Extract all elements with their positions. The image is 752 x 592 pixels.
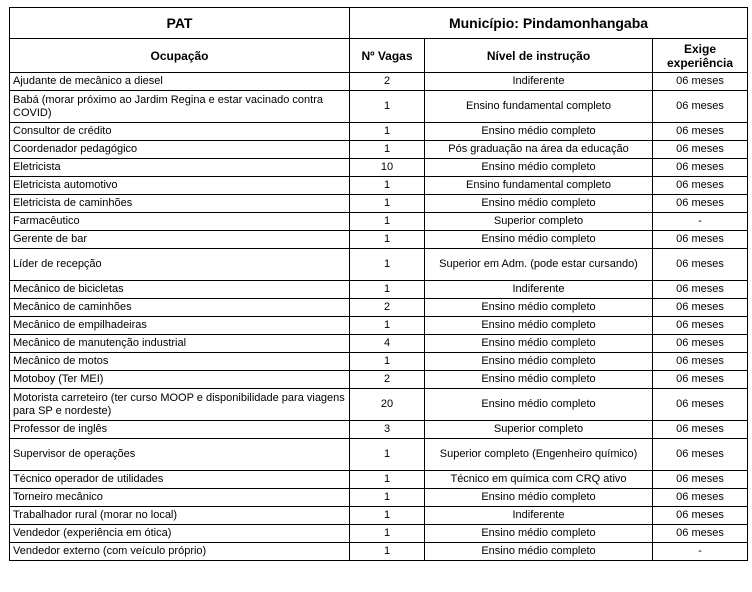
cell-vagas: 1 (350, 507, 425, 525)
table-row (10, 507, 748, 525)
cell-vagas: 2 (350, 73, 425, 91)
column-header-experiencia: Exige experiência (653, 39, 748, 73)
table-row (10, 91, 748, 123)
cell-experiencia: 06 meses (653, 317, 748, 335)
cell-nivel: Ensino médio completo (425, 159, 653, 177)
cell-vagas: 1 (350, 471, 425, 489)
table-row (10, 471, 748, 489)
cell-ocupacao: Consultor de crédito (10, 123, 350, 141)
cell-vagas: 1 (350, 317, 425, 335)
cell-vagas: 2 (350, 371, 425, 389)
cell-ocupacao: Eletricista de caminhões (10, 195, 350, 213)
cell-experiencia: 06 meses (653, 249, 748, 281)
cell-experiencia: 06 meses (653, 91, 748, 123)
table-row (10, 249, 748, 281)
cell-vagas: 1 (350, 141, 425, 159)
cell-vagas: 2 (350, 299, 425, 317)
cell-ocupacao: Mecânico de bicicletas (10, 281, 350, 299)
cell-nivel: Ensino médio completo (425, 489, 653, 507)
cell-ocupacao: Mecânico de empilhadeiras (10, 317, 350, 335)
municipio-title: Município: Pindamonhangaba (350, 8, 748, 39)
cell-experiencia: 06 meses (653, 335, 748, 353)
table-row (10, 195, 748, 213)
column-header-row (10, 39, 748, 73)
cell-vagas: 4 (350, 335, 425, 353)
cell-ocupacao: Torneiro mecânico (10, 489, 350, 507)
cell-nivel: Ensino médio completo (425, 335, 653, 353)
cell-ocupacao: Professor de inglês (10, 421, 350, 439)
cell-ocupacao: Vendedor (experiência em ótica) (10, 525, 350, 543)
table-row (10, 231, 748, 249)
cell-ocupacao: Babá (morar próximo ao Jardim Regina e estar vacinado contra COVID) (10, 91, 350, 123)
cell-ocupacao: Supervisor de operações (10, 439, 350, 471)
cell-vagas: 1 (350, 543, 425, 561)
cell-nivel: Ensino fundamental completo (425, 177, 653, 195)
cell-ocupacao: Eletricista automotivo (10, 177, 350, 195)
table-row (10, 421, 748, 439)
table-row (10, 371, 748, 389)
cell-nivel: Superior completo (Engenheiro químico) (425, 439, 653, 471)
cell-ocupacao: Eletricista (10, 159, 350, 177)
table-row (10, 439, 748, 471)
job-vacancies-table (9, 7, 748, 561)
cell-ocupacao: Farmacêutico (10, 213, 350, 231)
cell-vagas: 1 (350, 281, 425, 299)
table-row (10, 159, 748, 177)
cell-ocupacao: Motorista carreteiro (ter curso MOOP e disponibilidade para viagens para SP e nordeste) (10, 389, 350, 421)
cell-experiencia: - (653, 213, 748, 231)
table-row (10, 141, 748, 159)
cell-vagas: 1 (350, 489, 425, 507)
cell-vagas: 1 (350, 213, 425, 231)
cell-nivel: Ensino médio completo (425, 389, 653, 421)
cell-experiencia: 06 meses (653, 159, 748, 177)
cell-ocupacao: Motoboy (Ter MEI) (10, 371, 350, 389)
cell-vagas: 1 (350, 353, 425, 371)
cell-vagas: 1 (350, 177, 425, 195)
cell-experiencia: 06 meses (653, 177, 748, 195)
cell-experiencia: 06 meses (653, 141, 748, 159)
cell-vagas: 1 (350, 123, 425, 141)
cell-experiencia: 06 meses (653, 281, 748, 299)
cell-nivel: Ensino médio completo (425, 371, 653, 389)
cell-nivel: Técnico em química com CRQ ativo (425, 471, 653, 489)
table-row (10, 489, 748, 507)
cell-ocupacao: Ajudante de mecânico a diesel (10, 73, 350, 91)
cell-experiencia: 06 meses (653, 421, 748, 439)
column-header-vagas: Nº Vagas (350, 39, 425, 73)
cell-experiencia: 06 meses (653, 389, 748, 421)
cell-vagas: 20 (350, 389, 425, 421)
cell-nivel: Ensino médio completo (425, 195, 653, 213)
table-row (10, 353, 748, 371)
table-row (10, 525, 748, 543)
cell-vagas: 1 (350, 195, 425, 213)
cell-ocupacao: Gerente de bar (10, 231, 350, 249)
cell-vagas: 1 (350, 91, 425, 123)
cell-nivel: Superior completo (425, 421, 653, 439)
cell-vagas: 1 (350, 525, 425, 543)
cell-vagas: 1 (350, 249, 425, 281)
cell-ocupacao: Mecânico de caminhões (10, 299, 350, 317)
pat-title: PAT (10, 8, 350, 39)
title-row (10, 8, 748, 39)
cell-nivel: Indiferente (425, 281, 653, 299)
table-row (10, 213, 748, 231)
cell-nivel: Ensino fundamental completo (425, 91, 653, 123)
cell-experiencia: 06 meses (653, 489, 748, 507)
column-header-nivel: Nível de instrução (425, 39, 653, 73)
cell-experiencia: 06 meses (653, 231, 748, 249)
table-row (10, 73, 748, 91)
table-row (10, 123, 748, 141)
cell-vagas: 3 (350, 421, 425, 439)
cell-experiencia: 06 meses (653, 299, 748, 317)
cell-nivel: Ensino médio completo (425, 299, 653, 317)
cell-nivel: Ensino médio completo (425, 317, 653, 335)
cell-nivel: Superior em Adm. (pode estar cursando) (425, 249, 653, 281)
cell-experiencia: 06 meses (653, 73, 748, 91)
cell-experiencia: 06 meses (653, 353, 748, 371)
cell-experiencia: 06 meses (653, 123, 748, 141)
table-row (10, 389, 748, 421)
cell-vagas: 1 (350, 439, 425, 471)
cell-nivel: Superior completo (425, 213, 653, 231)
cell-nivel: Indiferente (425, 507, 653, 525)
table-row (10, 543, 748, 561)
table-row (10, 335, 748, 353)
cell-ocupacao: Vendedor externo (com veículo próprio) (10, 543, 350, 561)
cell-nivel: Ensino médio completo (425, 353, 653, 371)
cell-ocupacao: Trabalhador rural (morar no local) (10, 507, 350, 525)
cell-nivel: Ensino médio completo (425, 123, 653, 141)
cell-experiencia: 06 meses (653, 525, 748, 543)
cell-nivel: Ensino médio completo (425, 525, 653, 543)
cell-ocupacao: Mecânico de motos (10, 353, 350, 371)
column-header-ocupacao: Ocupação (10, 39, 350, 73)
cell-experiencia: 06 meses (653, 195, 748, 213)
cell-nivel: Ensino médio completo (425, 231, 653, 249)
cell-experiencia: 06 meses (653, 471, 748, 489)
table-row (10, 281, 748, 299)
cell-vagas: 10 (350, 159, 425, 177)
table-row (10, 177, 748, 195)
cell-nivel: Ensino médio completo (425, 543, 653, 561)
cell-experiencia: 06 meses (653, 439, 748, 471)
cell-nivel: Pós graduação na área da educação (425, 141, 653, 159)
cell-experiencia: 06 meses (653, 507, 748, 525)
table-body (10, 73, 748, 561)
cell-ocupacao: Líder de recepção (10, 249, 350, 281)
cell-ocupacao: Coordenador pedagógico (10, 141, 350, 159)
cell-ocupacao: Técnico operador de utilidades (10, 471, 350, 489)
cell-experiencia: 06 meses (653, 371, 748, 389)
cell-ocupacao: Mecânico de manutenção industrial (10, 335, 350, 353)
cell-vagas: 1 (350, 231, 425, 249)
table-row (10, 317, 748, 335)
cell-nivel: Indiferente (425, 73, 653, 91)
table-row (10, 299, 748, 317)
cell-experiencia: - (653, 543, 748, 561)
